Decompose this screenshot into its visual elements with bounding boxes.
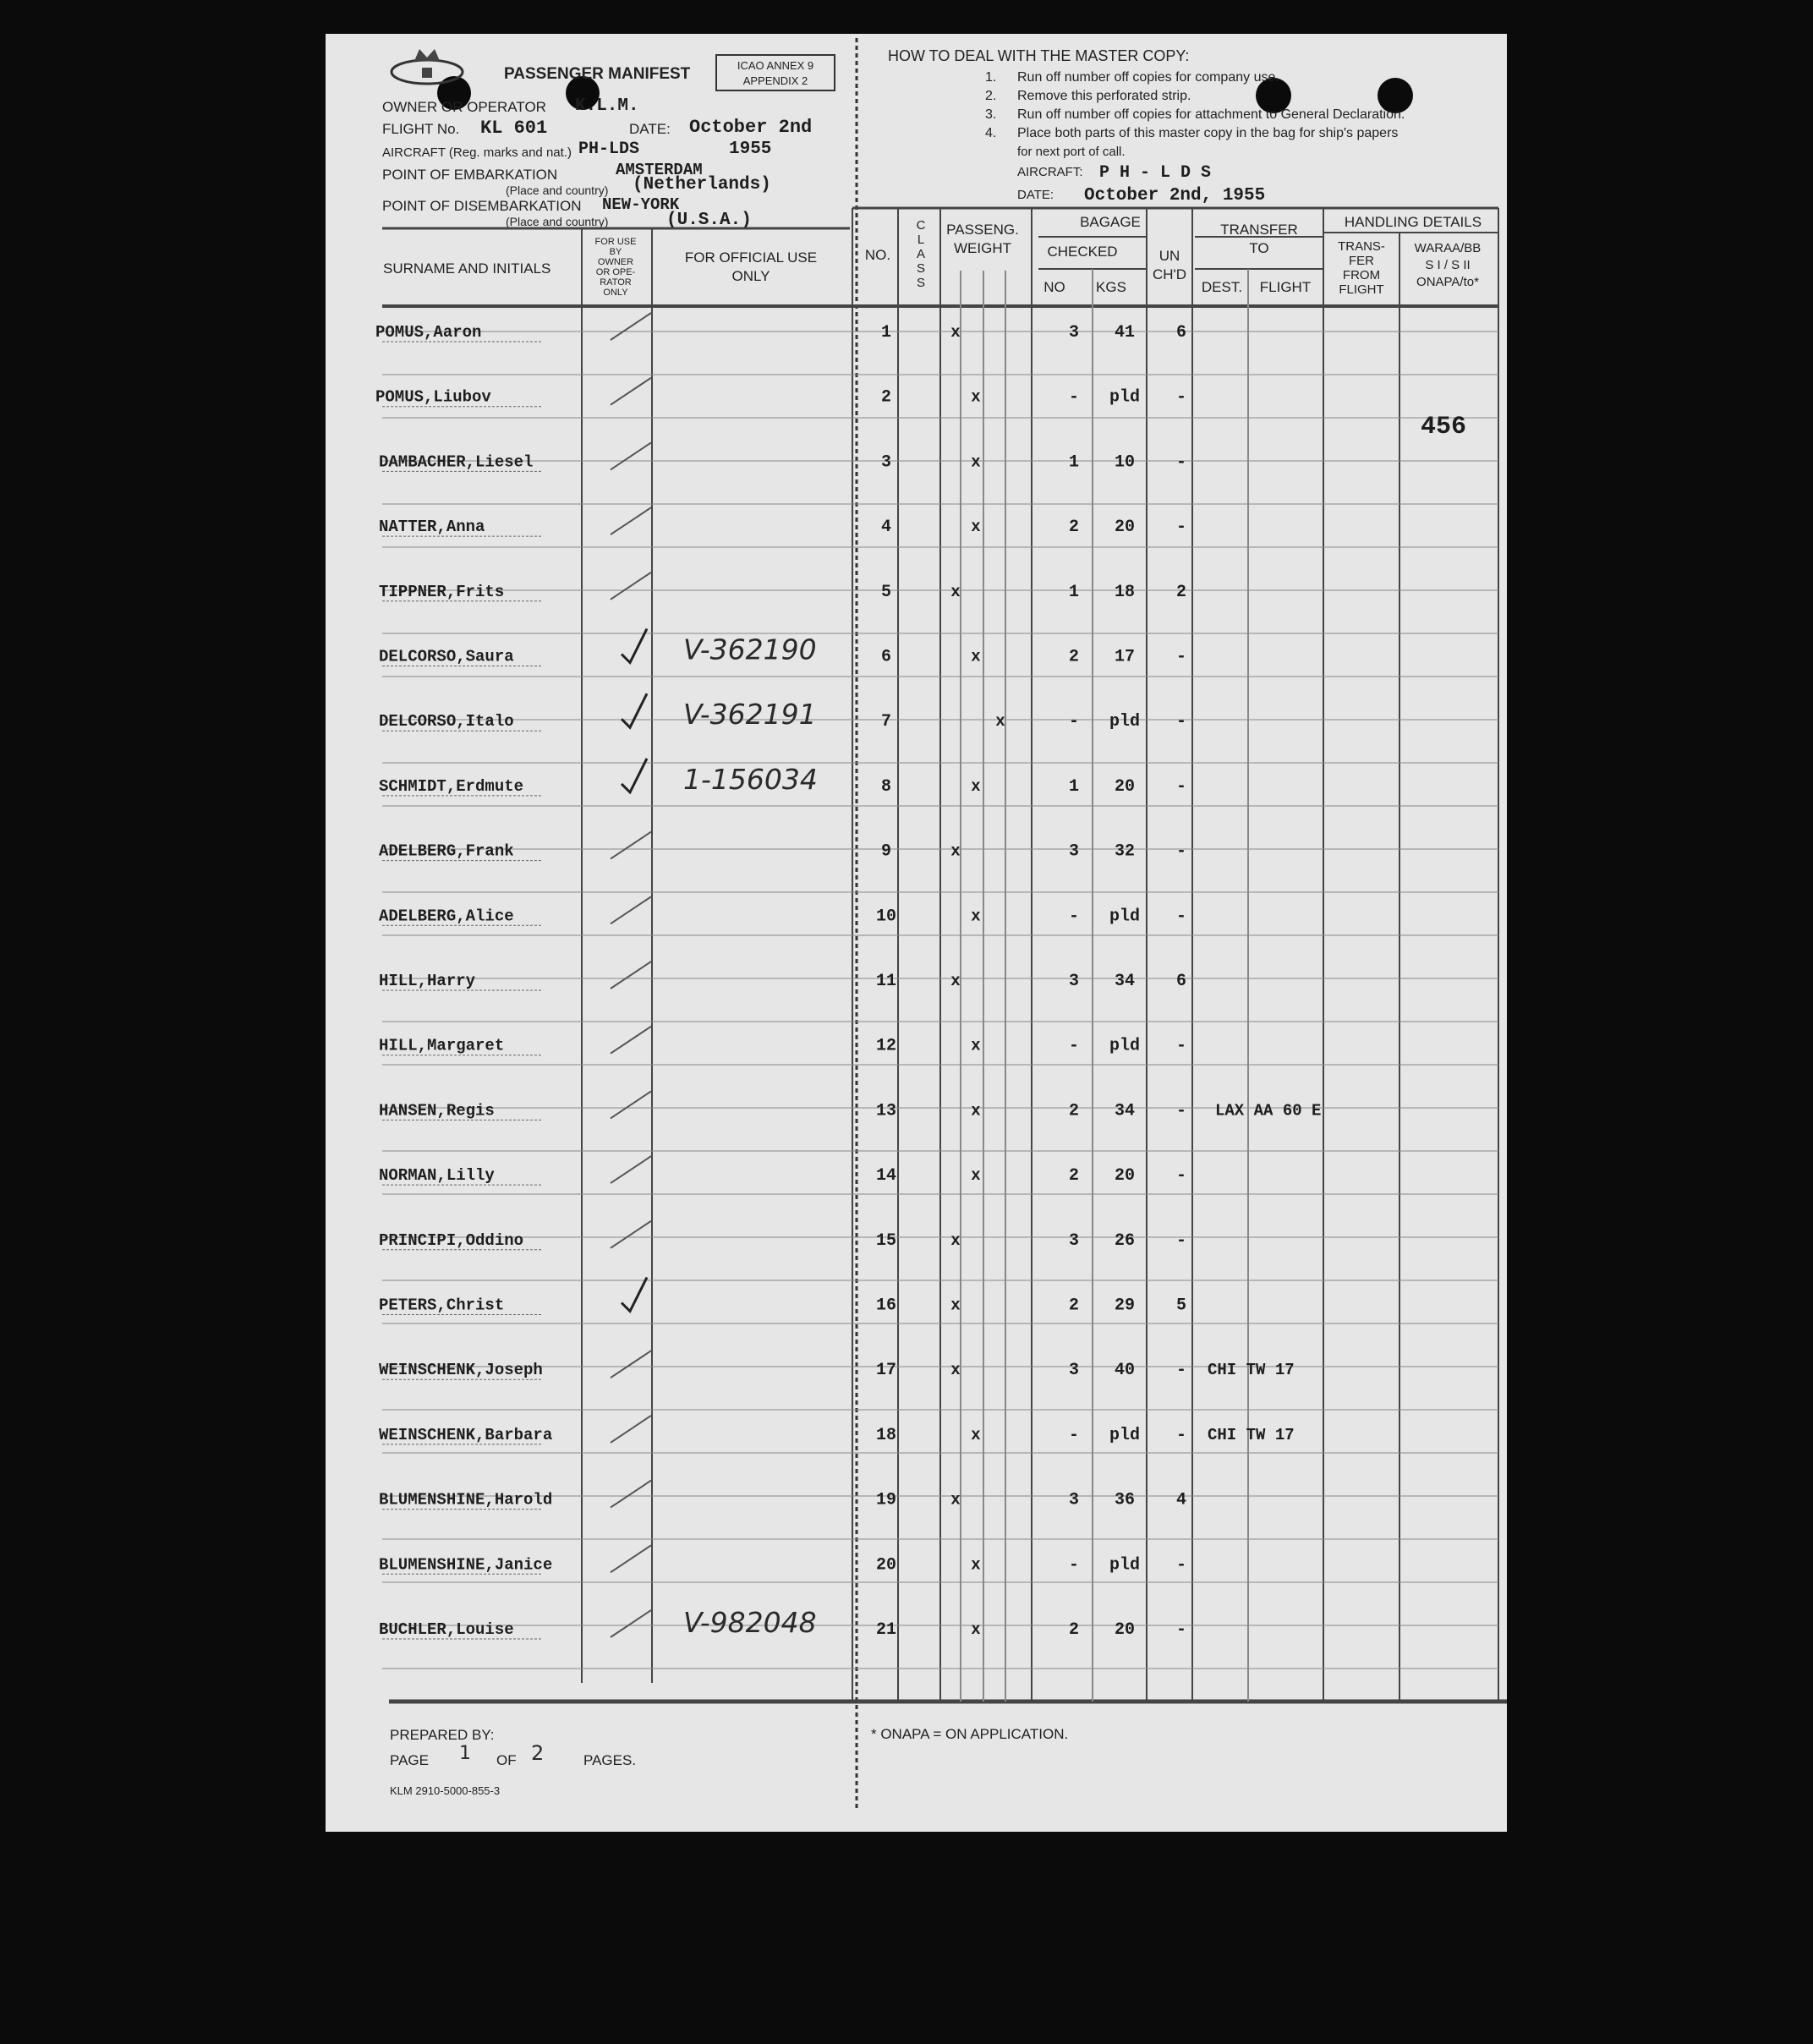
tick-slash-icon bbox=[611, 962, 651, 989]
tick-slash-icon bbox=[611, 1481, 651, 1508]
date-year: 1955 bbox=[729, 140, 772, 159]
unchecked-bag: - bbox=[1175, 1166, 1187, 1186]
passeng-weight-mark: x bbox=[971, 1101, 981, 1121]
unchecked-bag: - bbox=[1175, 712, 1187, 732]
passenger-number: 18 bbox=[875, 1425, 897, 1445]
table-row bbox=[379, 1091, 1321, 1121]
master-aircraft-label: AIRCRAFT: bbox=[1017, 165, 1083, 179]
passeng-weight-mark: x bbox=[971, 776, 981, 796]
official-number: 1-156034 bbox=[683, 762, 818, 796]
checked-bag-count: 3 bbox=[1068, 1230, 1080, 1251]
passenger-number: 20 bbox=[875, 1555, 897, 1575]
master-step-text: Place both parts of this master copy in the bag for ship's papers bbox=[1017, 126, 1399, 140]
passenger-name: DELCORSO,Italo bbox=[379, 712, 514, 732]
passeng-weight-mark: x bbox=[995, 712, 1005, 732]
passenger-name: ADELBERG,Frank bbox=[379, 841, 514, 861]
passenger-number: 9 bbox=[880, 841, 892, 862]
checked-kgs: pld bbox=[1109, 1555, 1141, 1575]
passeng-weight-mark: x bbox=[971, 907, 981, 926]
col-checked-kgs: KGS bbox=[1096, 279, 1126, 295]
checked-bag-count: - bbox=[1068, 1555, 1080, 1575]
col-passeng-weight-2: WEIGHT bbox=[954, 240, 1011, 256]
passenger-name: HANSEN,Regis bbox=[379, 1101, 495, 1121]
transfer-destination: LAX AA 60 E bbox=[1215, 1101, 1322, 1121]
form-code: KLM 2910-5000-855-3 bbox=[390, 1784, 501, 1797]
embarkation-label: POINT OF EMBARKATION bbox=[382, 167, 558, 183]
unchecked-bag: - bbox=[1175, 1425, 1187, 1445]
table-row bbox=[379, 1545, 1186, 1575]
tick-slash-icon bbox=[611, 442, 651, 469]
passeng-weight-mark: x bbox=[971, 387, 981, 407]
col-unchd-2: CH'D bbox=[1152, 266, 1187, 282]
master-aircraft-value: P H - L D S bbox=[1099, 163, 1212, 183]
embarkation-place-hint: (Place and country) bbox=[506, 184, 609, 197]
table-row bbox=[379, 1606, 1186, 1640]
passeng-weight-mark: x bbox=[971, 518, 981, 537]
handling-note: 456 bbox=[1421, 413, 1467, 441]
page-value: 1 bbox=[459, 1743, 471, 1764]
passenger-number: 13 bbox=[875, 1101, 897, 1121]
master-step-number: 3. bbox=[985, 107, 997, 122]
passenger-number: 14 bbox=[875, 1166, 897, 1186]
checked-kgs: pld bbox=[1109, 907, 1141, 927]
col-unchd-1: UN bbox=[1158, 248, 1180, 264]
master-copy-title: HOW TO DEAL WITH THE MASTER COPY: bbox=[888, 47, 1190, 64]
col-flight: FLIGHT bbox=[1259, 279, 1312, 295]
passenger-number: 5 bbox=[880, 582, 892, 602]
onapa-note: * ONAPA = ON APPLICATION. bbox=[871, 1726, 1069, 1742]
table-row bbox=[379, 629, 1186, 667]
checked-kgs: 20 bbox=[1114, 1620, 1136, 1640]
checked-bag-count: - bbox=[1068, 712, 1080, 732]
table-row bbox=[379, 1416, 1295, 1445]
unchecked-bag: - bbox=[1175, 1101, 1187, 1121]
checked-kgs: pld bbox=[1109, 1425, 1141, 1445]
tick-slash-icon bbox=[611, 313, 651, 340]
passenger-name: DELCORSO,Saura bbox=[379, 647, 514, 666]
passeng-weight-mark: x bbox=[950, 582, 961, 601]
table-row bbox=[379, 1221, 1186, 1251]
col-transfer-from-2: FER bbox=[1349, 254, 1374, 268]
passenger-name: TIPPNER,Frits bbox=[379, 582, 505, 601]
tick-slash-icon bbox=[611, 1221, 651, 1248]
passenger-number: 8 bbox=[880, 776, 892, 797]
prepared-by-label: PREPARED BY: bbox=[390, 1727, 495, 1743]
checked-bag-count: 1 bbox=[1068, 582, 1080, 602]
passenger-name: PRINCIPI,Oddino bbox=[379, 1230, 524, 1250]
checked-kgs: 41 bbox=[1114, 323, 1136, 342]
checked-kgs: pld bbox=[1109, 1036, 1141, 1056]
unchecked-bag: - bbox=[1175, 1230, 1187, 1251]
passenger-name: PETERS,Christ bbox=[379, 1296, 505, 1315]
tick-slash-icon bbox=[611, 573, 651, 600]
table-row bbox=[379, 573, 1186, 602]
passenger-name: NATTER,Anna bbox=[379, 518, 485, 537]
checked-bag-count: - bbox=[1068, 907, 1080, 927]
col-waraa-2: S I / S II bbox=[1425, 258, 1471, 272]
col-waraa-1: WARAA/BB bbox=[1414, 241, 1482, 255]
checked-bag-count: 1 bbox=[1068, 776, 1080, 797]
master-copy-steps bbox=[985, 70, 1405, 140]
checked-kgs: 40 bbox=[1114, 1361, 1136, 1381]
table-row bbox=[379, 442, 1186, 472]
passeng-weight-mark: x bbox=[950, 1296, 961, 1315]
master-step-text: Remove this perforated strip. bbox=[1017, 89, 1191, 103]
unchecked-bag: 6 bbox=[1175, 972, 1187, 991]
passeng-weight-mark: x bbox=[950, 1361, 961, 1380]
checked-bag-count: 3 bbox=[1068, 1490, 1080, 1510]
checked-bag-count: 2 bbox=[1068, 647, 1080, 667]
tick-slash-icon bbox=[611, 896, 651, 923]
col-handling: HANDLING DETAILS bbox=[1344, 214, 1482, 230]
unchecked-bag: - bbox=[1175, 452, 1187, 473]
col-bagage: BAGAGE bbox=[1080, 214, 1141, 230]
checked-bag-count: 3 bbox=[1068, 841, 1080, 862]
col-transfer-1: TRANSFER bbox=[1220, 222, 1298, 238]
official-number: V-982048 bbox=[683, 1606, 817, 1639]
col-transfer-from-1: TRANS- bbox=[1338, 239, 1385, 254]
col-transfer-from-4: FLIGHT bbox=[1339, 282, 1384, 297]
table-row bbox=[379, 1278, 1186, 1316]
checked-kgs: 17 bbox=[1114, 647, 1136, 667]
owner-value: K.L.M. bbox=[575, 96, 639, 116]
col-waraa-3: ONAPA/to* bbox=[1416, 275, 1479, 289]
passenger-number: 1 bbox=[880, 323, 892, 342]
passeng-weight-mark: x bbox=[971, 1425, 981, 1444]
col-passeng-weight-1: PASSENG. bbox=[946, 222, 1019, 238]
checked-kgs: pld bbox=[1109, 712, 1141, 732]
passenger-name: WEINSCHENK,Joseph bbox=[379, 1361, 543, 1380]
tick-slash-icon bbox=[611, 832, 651, 859]
unchecked-bag: - bbox=[1175, 1036, 1187, 1056]
checked-bag-count: 2 bbox=[1068, 1166, 1080, 1186]
official-number: V-362191 bbox=[683, 698, 817, 732]
master-step-number: 1. bbox=[985, 70, 997, 85]
unchecked-bag: - bbox=[1175, 1361, 1187, 1381]
date-value: October 2nd bbox=[689, 117, 813, 138]
passenger-name: SCHMIDT,Erdmute bbox=[379, 776, 524, 796]
icao-appendix: APPENDIX 2 bbox=[742, 74, 808, 87]
passenger-number: 2 bbox=[880, 387, 892, 408]
checkmark-icon bbox=[622, 693, 647, 727]
passenger-rows bbox=[375, 313, 1321, 1640]
table-grid bbox=[382, 208, 1507, 1702]
col-class-3: A bbox=[916, 247, 926, 261]
master-step-text: Run off number off copies for attachment to General Declaration. bbox=[1017, 107, 1405, 122]
unchecked-bag: 4 bbox=[1175, 1490, 1187, 1510]
tick-slash-icon bbox=[611, 1351, 651, 1378]
col-checked-no: NO bbox=[1043, 279, 1065, 295]
transfer-destination: CHI TW 17 bbox=[1208, 1425, 1295, 1444]
unchecked-bag: - bbox=[1175, 907, 1187, 927]
col-transfer-2: TO bbox=[1249, 240, 1269, 256]
passenger-name: BLUMENSHINE,Janice bbox=[379, 1555, 553, 1575]
checked-kgs: 34 bbox=[1114, 1101, 1136, 1121]
checked-bag-count: 3 bbox=[1068, 323, 1080, 342]
col-official-2: ONLY bbox=[731, 268, 770, 284]
passeng-weight-mark: x bbox=[950, 841, 961, 861]
checked-kgs: 10 bbox=[1114, 452, 1136, 473]
checkmark-icon bbox=[622, 1278, 647, 1312]
checked-bag-count: - bbox=[1068, 1036, 1080, 1056]
manifest-title: PASSENGER MANIFEST bbox=[504, 65, 691, 83]
passeng-weight-mark: x bbox=[971, 1166, 981, 1186]
unchecked-bag: - bbox=[1175, 518, 1187, 538]
col-surname: SURNAME AND INITIALS bbox=[383, 260, 551, 277]
col-owner-use-3: OWNER bbox=[597, 257, 634, 267]
col-class-4: S bbox=[916, 261, 926, 276]
col-owner-use-6: ONLY bbox=[603, 288, 628, 298]
tick-slash-icon bbox=[611, 1545, 651, 1572]
table-row bbox=[379, 507, 1186, 537]
passenger-name: POMUS,Liubov bbox=[375, 387, 491, 407]
master-step-text: Run off number off copies for company use. bbox=[1017, 70, 1279, 85]
passeng-weight-mark: x bbox=[971, 1620, 981, 1639]
passeng-weight-mark: x bbox=[950, 1490, 961, 1510]
checked-bag-count: 2 bbox=[1068, 1296, 1080, 1316]
disembarkation-place-hint: (Place and country) bbox=[506, 215, 609, 228]
passenger-number: 4 bbox=[880, 518, 892, 538]
aircraft-value: PH-LDS bbox=[578, 140, 640, 159]
passenger-number: 11 bbox=[875, 972, 897, 991]
table-row bbox=[379, 1481, 1186, 1510]
col-class-5: S bbox=[916, 276, 926, 290]
tick-slash-icon bbox=[611, 378, 651, 405]
col-class-1: C bbox=[916, 218, 926, 233]
passenger-number: 12 bbox=[875, 1036, 897, 1056]
checked-bag-count: 2 bbox=[1068, 1620, 1080, 1640]
passeng-weight-mark: x bbox=[971, 452, 981, 472]
unchecked-bag: 5 bbox=[1175, 1296, 1187, 1316]
table-row bbox=[379, 1027, 1186, 1056]
disembarkation-value: NEW-YORK bbox=[602, 195, 680, 214]
passenger-name: ADELBERG,Alice bbox=[379, 907, 514, 926]
checked-kgs: 29 bbox=[1114, 1296, 1136, 1316]
passenger-number: 3 bbox=[880, 452, 892, 473]
master-step-number: 4. bbox=[985, 126, 997, 140]
passeng-weight-mark: x bbox=[950, 972, 961, 990]
col-no: NO. bbox=[864, 247, 891, 263]
table-row bbox=[379, 759, 1186, 797]
of-value: 2 bbox=[531, 1741, 545, 1765]
passenger-number: 17 bbox=[875, 1361, 897, 1381]
passenger-number: 6 bbox=[880, 647, 892, 667]
unchecked-bag: - bbox=[1175, 647, 1187, 667]
checked-bag-count: 3 bbox=[1068, 1361, 1080, 1381]
col-class-2: L bbox=[917, 233, 925, 247]
tick-slash-icon bbox=[611, 1156, 651, 1183]
pages-label: PAGES. bbox=[583, 1752, 637, 1768]
master-date-value: October 2nd, 1955 bbox=[1084, 186, 1266, 205]
checked-kgs: pld bbox=[1109, 387, 1141, 408]
checked-bag-count: 2 bbox=[1068, 518, 1080, 538]
tick-slash-icon bbox=[611, 1091, 651, 1118]
checked-bag-count: 2 bbox=[1068, 1101, 1080, 1121]
table-row bbox=[379, 1351, 1295, 1380]
checked-kgs: 32 bbox=[1114, 841, 1136, 862]
flight-label: FLIGHT No. bbox=[382, 121, 460, 137]
col-owner-use-1: FOR USE bbox=[594, 237, 637, 247]
col-dest: DEST. bbox=[1201, 279, 1243, 295]
passenger-number: 7 bbox=[880, 712, 892, 732]
col-owner-use-2: BY bbox=[609, 247, 622, 257]
owner-label: OWNER OR OPERATOR bbox=[382, 99, 546, 115]
icao-annex: ICAO ANNEX 9 bbox=[737, 59, 814, 72]
table-row bbox=[375, 313, 1186, 342]
passeng-weight-mark: x bbox=[971, 1036, 981, 1055]
flight-value: KL 601 bbox=[480, 118, 548, 139]
passenger-number: 16 bbox=[875, 1296, 897, 1316]
checked-kgs: 20 bbox=[1114, 518, 1136, 538]
table-row bbox=[379, 693, 1186, 732]
master-date-label: DATE: bbox=[1017, 188, 1054, 202]
unchecked-bag: - bbox=[1175, 841, 1187, 862]
page-label: PAGE bbox=[390, 1752, 429, 1768]
embarkation-value: AMSTERDAM bbox=[616, 161, 703, 179]
checked-kgs: 34 bbox=[1114, 972, 1136, 991]
col-owner-use-5: RATOR bbox=[600, 277, 632, 288]
checked-kgs: 36 bbox=[1114, 1490, 1136, 1510]
tick-slash-icon bbox=[611, 1027, 651, 1054]
embarkation-country: (Netherlands) bbox=[633, 175, 771, 195]
table-row bbox=[379, 832, 1186, 862]
master-step-number: 2. bbox=[985, 89, 997, 103]
unchecked-bag: 2 bbox=[1175, 582, 1187, 602]
passenger-number: 19 bbox=[875, 1490, 897, 1510]
unchecked-bag: 6 bbox=[1175, 323, 1187, 342]
passeng-weight-mark: x bbox=[950, 1230, 961, 1250]
tick-slash-icon bbox=[611, 1416, 651, 1443]
master-copy-step4-cont: for next port of call. bbox=[1017, 145, 1126, 159]
checked-bag-count: 1 bbox=[1068, 452, 1080, 473]
checked-bag-count: 3 bbox=[1068, 972, 1080, 991]
unchecked-bag: - bbox=[1175, 1620, 1187, 1640]
passenger-name: BLUMENSHINE,Harold bbox=[379, 1490, 553, 1510]
disembarkation-country: (U.S.A.) bbox=[666, 211, 752, 230]
checked-bag-count: - bbox=[1068, 1425, 1080, 1445]
checked-kgs: 26 bbox=[1114, 1230, 1136, 1251]
table-row bbox=[379, 1156, 1186, 1186]
passenger-name: DAMBACHER,Liesel bbox=[379, 452, 534, 472]
tick-slash-icon bbox=[611, 1610, 651, 1637]
passenger-name: POMUS,Aaron bbox=[375, 323, 482, 342]
checked-bag-count: - bbox=[1068, 387, 1080, 408]
unchecked-bag: - bbox=[1175, 1555, 1187, 1575]
col-owner-use-4: OR OPE- bbox=[595, 267, 636, 277]
checked-kgs: 20 bbox=[1114, 1166, 1136, 1186]
date-label: DATE: bbox=[629, 121, 671, 137]
disembarkation-label: POINT OF DISEMBARKATION bbox=[382, 198, 582, 214]
passenger-number: 21 bbox=[875, 1620, 897, 1640]
official-number: V-362190 bbox=[683, 633, 817, 666]
unchecked-bag: - bbox=[1175, 776, 1187, 797]
tick-slash-icon bbox=[611, 507, 651, 534]
passenger-number: 10 bbox=[875, 907, 897, 927]
passenger-name: HILL,Harry bbox=[379, 972, 476, 990]
col-checked: CHECKED bbox=[1047, 244, 1118, 260]
checkmark-icon bbox=[622, 759, 647, 792]
of-label: OF bbox=[496, 1752, 517, 1768]
passenger-name: WEINSCHENK,Barbara bbox=[379, 1425, 553, 1444]
col-official-1: FOR OFFICIAL USE bbox=[684, 249, 818, 266]
passenger-name: BUCHLER,Louise bbox=[379, 1620, 514, 1639]
passenger-name: HILL,Margaret bbox=[379, 1036, 505, 1055]
table-row bbox=[379, 896, 1186, 926]
table-row bbox=[379, 962, 1186, 991]
passeng-weight-mark: x bbox=[971, 1555, 981, 1575]
passenger-name: NORMAN,Lilly bbox=[379, 1166, 495, 1186]
checked-kgs: 18 bbox=[1114, 582, 1136, 602]
unchecked-bag: - bbox=[1175, 387, 1187, 408]
checked-kgs: 20 bbox=[1114, 776, 1136, 797]
transfer-destination: CHI TW 17 bbox=[1208, 1361, 1295, 1380]
table-row bbox=[375, 378, 1186, 408]
passeng-weight-mark: x bbox=[971, 647, 981, 666]
aircraft-label: AIRCRAFT (Reg. marks and nat.) bbox=[382, 145, 572, 160]
passenger-number: 15 bbox=[875, 1230, 897, 1251]
col-transfer-from-3: FROM bbox=[1342, 268, 1381, 282]
passeng-weight-mark: x bbox=[950, 323, 961, 342]
